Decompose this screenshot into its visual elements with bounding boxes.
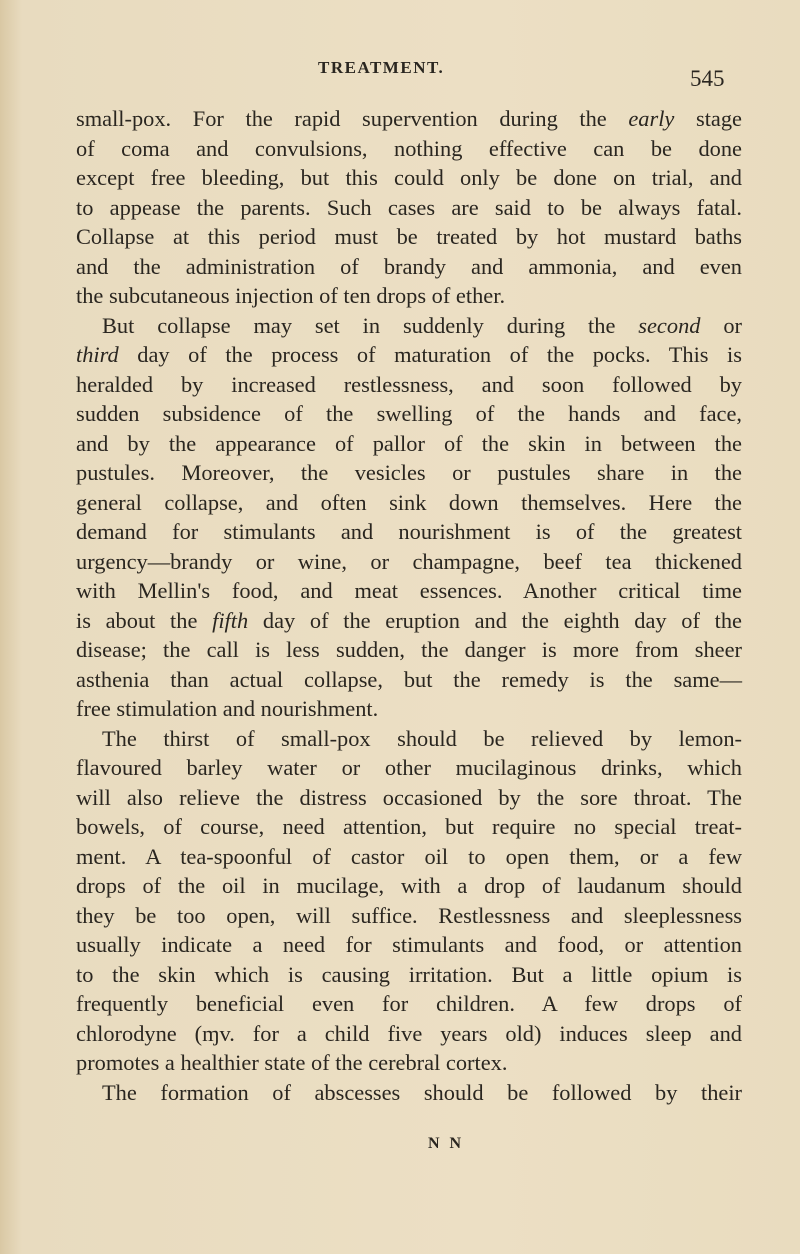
text-line (76, 989, 742, 1019)
text-run: bowels, of course, need attention, but require no special treat- (76, 814, 742, 839)
text-line (76, 665, 742, 695)
text-line (76, 547, 742, 577)
text-line (76, 252, 742, 282)
text-line (76, 281, 742, 311)
text-line (76, 930, 742, 960)
page-header (0, 58, 800, 98)
text-run: demand for stimulants and nourishment is of the greatest (76, 519, 742, 544)
text-run: flavoured barley water or other mucilaginous drinks, which (76, 755, 742, 780)
text-line (76, 606, 742, 636)
text-line (76, 871, 742, 901)
text-line (76, 134, 742, 164)
italic-run: early (628, 106, 675, 131)
text-run: The formation of abscesses should be followed by their (102, 1079, 742, 1105)
text-run: stage (674, 106, 742, 131)
text-line (76, 1019, 742, 1049)
text-line (76, 370, 742, 400)
text-line (76, 783, 742, 813)
text-run: asthenia than actual collapse, but the remedy is the same— (76, 666, 742, 692)
italic-run: second (638, 312, 701, 338)
text-run: of coma and convulsions, nothing effective can be done (76, 135, 742, 161)
text-line (76, 724, 742, 754)
text-line (76, 753, 742, 783)
text-line (76, 488, 742, 518)
text-run: chlorodyne (ɱv. for a child five years old) induces sleep and (76, 1020, 742, 1046)
text-line (76, 429, 742, 459)
text-run: usually indicate a need for stimulants and food, or attention (76, 932, 742, 957)
text-run: ment. A tea-spoonful of castor oil to open them, or a few (76, 843, 742, 869)
text-line (76, 163, 742, 193)
text-line (76, 517, 742, 547)
text-run: they be too open, will suffice. Restlessness and sleeplessness (76, 902, 742, 928)
text-run: urgency—brandy or wine, or champagne, beef tea thickened (76, 548, 742, 574)
text-line (76, 458, 742, 488)
text-run: to appease the parents. Such cases are said to be always fatal. (76, 194, 742, 220)
text-run: or (700, 312, 743, 338)
text-run: to the skin which is causing irritation. But a little opium is (76, 961, 742, 987)
text-line (76, 1078, 742, 1108)
text-run: will also relieve the distress occasioned by the sore throat. The (76, 784, 742, 810)
text-run: pustules. Moreover, the vesicles or pustules share in the (76, 460, 742, 485)
text-line (76, 901, 742, 931)
italic-run: fifth (212, 607, 249, 633)
text-run: small-pox. For the rapid supervention during the (76, 106, 629, 131)
text-run: heralded by increased restlessness, and soon followed by (76, 371, 742, 397)
text-line (76, 311, 742, 341)
text-run: Collapse at this period must be treated by hot mustard baths (76, 224, 742, 249)
text-run: with Mellin's food, and meat essences. Another critical time (76, 578, 742, 603)
text-line (76, 340, 742, 370)
text-line (76, 1048, 742, 1078)
text-line (76, 222, 742, 252)
italic-run: third (76, 342, 119, 367)
text-line (76, 812, 742, 842)
text-line (76, 399, 742, 429)
text-run: frequently beneficial even for children. A few drops of (76, 991, 742, 1016)
text-run: day of the process of maturation of the pocks. This is (118, 342, 742, 367)
text-run: The thirst of small-pox should be relieved by lemon- (102, 725, 742, 751)
text-line (76, 193, 742, 223)
text-line (76, 694, 742, 724)
text-run: except free bleeding, but this could only be done on trial, and (76, 165, 742, 190)
text-run: promotes a healthier state of the cerebral cortex. (76, 1050, 508, 1075)
text-run: free stimulation and nourishment. (76, 696, 379, 721)
text-run: But collapse may set in suddenly during the (102, 312, 639, 338)
text-run: sudden subsidence of the swelling of the hands and face, (76, 401, 742, 426)
text-run: the subcutaneous injection of ten drops of ether. (76, 283, 506, 308)
page-number: 545 (690, 66, 725, 91)
text-run: is about the (76, 607, 213, 633)
running-head: TREATMENT. (318, 58, 445, 77)
text-line (76, 960, 742, 990)
text-run: general collapse, and often sink down themselves. Here the (76, 489, 742, 515)
text-run: and by the appearance of pallor of the skin in between the (76, 430, 742, 456)
text-run: disease; the call is less sudden, the danger is more from sheer (76, 637, 742, 662)
text-line (76, 842, 742, 872)
text-line (76, 576, 742, 606)
body-text (76, 104, 742, 1107)
text-run: day of the eruption and the eighth day of the (248, 607, 742, 633)
text-run: and the administration of brandy and ammonia, and even (76, 253, 742, 279)
text-line (76, 104, 742, 134)
text-line (76, 635, 742, 665)
text-run: drops of the oil in mucilage, with a drop of laudanum should (76, 873, 742, 898)
signature-mark: N N (428, 1135, 465, 1152)
